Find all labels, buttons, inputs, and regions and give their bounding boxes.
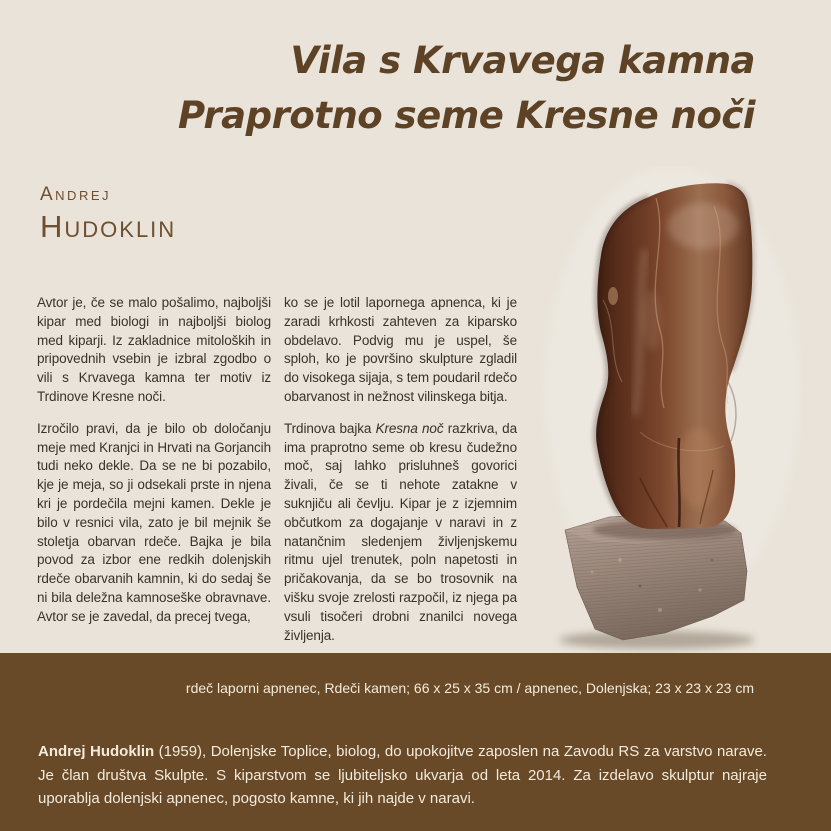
paragraph-4-prefix: Trdinova bajka bbox=[284, 420, 376, 436]
article-column-2 bbox=[284, 294, 517, 658]
artist-bio-text: (1959), Dolenjske Toplice, biolog, do upokojitve zaposlen na Zavodu RS za varstvo narave. Je član društva Skulpte. S kiparstvom se ljubiteljsko ukvarja od leta 2014. Za izdelavo skulptur najraje uporablja dolenjski apnenec, pogosto kamne, ki jih najde v naravi. bbox=[38, 743, 767, 807]
article-column-1 bbox=[37, 294, 271, 640]
artwork-caption: rdeč laporni apnenec, Rdeči kamen; 66 x 25 x 35 cm / apnenec, Dolenjska; 23 x 23 x 23 cm bbox=[185, 680, 754, 696]
article-paragraph-1: Avtor je, če se malo pošalimo, najboljši kipar med biologi in najboljši biolog med kiparji. Iz zakladnice mitoloških in pripovednih vsebin je izbral zgodbo o vili s Krvavega kamna ter motiv iz Trdinove Kresne noči. bbox=[37, 295, 271, 404]
paragraph-4-book-title: Kresna noč bbox=[375, 420, 444, 436]
article-paragraph-2: Izročilo pravi, da je bilo ob določanju meje med Kranjci in Hrvati na Gorjancih tudi neko dekle. Da se ne bi pozabilo, kje je meja, so ji odsekali prste in njena kri je pordečila mejni kamen. Dekle je bilo v resnici vila, zato je bil mejnik še stoletja obarvan rdeče. Bajka je bila povod za izbor ene redkih dolenjskih rdeče obarvanih kamnin, ki do sedaj še ni bila deležna kamnoseške obravnave. Avtor se je zavedal, da precej tvega, bbox=[37, 420, 271, 624]
article-paragraph-3: ko se je lotil lapornega apnenca, ki je zaradi krhkosti zahteven za kiparsko obdelavo. Podvig mu je uspel, še sploh, ko je površino skulpture zgladil do visokega sijaja, s tem poudaril rdečo obarvanost in nežnost vilinskega bitja. bbox=[284, 295, 517, 404]
artwork-title bbox=[178, 33, 755, 143]
author-last-name: Hudoklin bbox=[40, 209, 177, 244]
sculpture-photo bbox=[538, 166, 802, 662]
artist-bio bbox=[38, 740, 767, 811]
sculpture-torso bbox=[596, 183, 752, 529]
article-paragraph-4 bbox=[284, 420, 517, 646]
artist-bio-name: Andrej Hudoklin bbox=[38, 743, 155, 760]
author-first-name: Andrej bbox=[40, 184, 112, 205]
artwork-title-line1: Vila s Krvavega kamna bbox=[290, 39, 755, 82]
artwork-title-line2: Praprotno seme Kresne noči bbox=[177, 94, 755, 137]
author-name bbox=[40, 184, 176, 244]
paragraph-4-suffix: razkriva, da ima praprotno seme ob kresu čudežno moč, saj lahko prisluhneš govorici živali, če se ti nehote zatakne v suknjiču ali čevlju. Kipar je z izjemnim občutkom za dogajanje v naravi in z natančnim sledenjem življenjskemu ritmu ujel trenutek, poln napetosti in pričakovanja, da se bo trosovnik na višku svoje zrelosti razpočil, iz njega pa vsuli tisočeri drobni znanilci novega življenja. bbox=[284, 420, 517, 643]
